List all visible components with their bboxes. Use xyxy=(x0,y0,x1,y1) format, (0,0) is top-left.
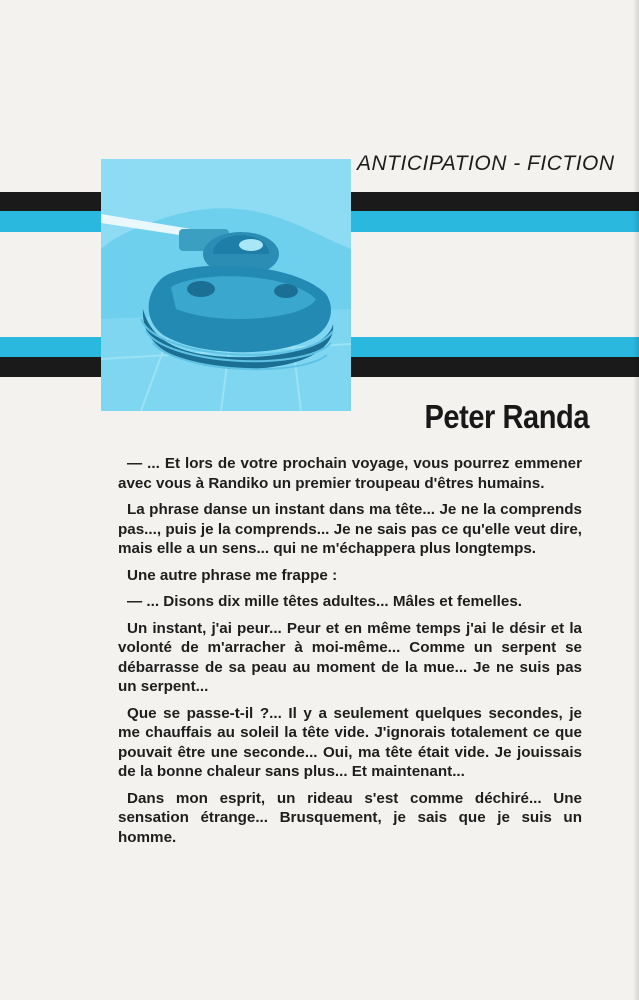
blurb-paragraph: Une autre phrase me frappe : xyxy=(127,566,338,584)
blurb-paragraph: — ... Et lors de votre prochain voyage, vous pourrez emmener avec vous à Randiko un premier troupeau d'êtres humains. xyxy=(118,455,582,492)
blurb-paragraph: Un instant, j'ai peur... Peur et en même temps j'ai le désir et la volonté de m'arracher à moi-même... Comme un serpent se débarrasse de sa peau au moment de la mue... Je ne suis pas un serpent... xyxy=(118,619,582,695)
cover-illustration xyxy=(101,159,351,411)
page-edge-shadow xyxy=(633,0,639,1000)
robot-vehicle-illustration-icon xyxy=(101,159,351,411)
blurb-text xyxy=(118,454,582,847)
blurb-paragraph: Que se passe-t-il ?... Il y a seulement quelques secondes, je me chauffais au soleil la tête vide. J'ignorais totalement ce que pouvait être une seconde... Oui, ma tête était vide. Je jouissais de la bonne chaleur sans plus... Et maintenant... xyxy=(118,704,582,780)
author-name: Peter Randa xyxy=(424,398,589,435)
blurb-paragraph: La phrase danse un instant dans ma tête... Je ne la comprends pas..., puis je la comprends... Je ne sais pas ce qu'elle veut dire, mais elle a un sens... qui ne m'échappera plus longtemps. xyxy=(118,501,582,557)
blurb-paragraph: Dans mon esprit, un rideau s'est comme déchiré... Une sensation étrange... Brusquement, je sais que je suis un homme. xyxy=(118,789,582,846)
blurb-paragraph: — ... Disons dix mille têtes adultes... Mâles et femelles. xyxy=(127,593,523,610)
series-label: ANTICIPATION - FICTION xyxy=(357,152,615,175)
